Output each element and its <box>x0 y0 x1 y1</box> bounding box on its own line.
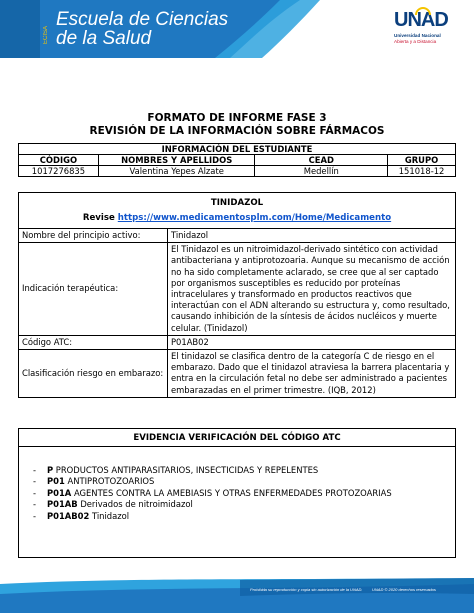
footer-banner <box>0 578 474 613</box>
bullet-dash: - <box>33 510 37 521</box>
student-info-table <box>18 143 456 177</box>
atc-code: P01AB02 <box>47 510 90 521</box>
value-codigo: 1017276835 <box>19 166 99 177</box>
bullet-dash: - <box>33 499 37 510</box>
value-nombres: Valentina Yepes Alzate <box>98 166 255 177</box>
unad-logo-subtitle1: Universidad Nacional <box>394 33 441 38</box>
list-item <box>33 511 392 522</box>
unad-logo-subtitle2: Abierta y a Distancia <box>394 39 437 44</box>
list-item <box>33 465 392 476</box>
drug-header-box <box>18 192 456 228</box>
atc-code-list <box>33 465 392 522</box>
revise-label: Revise <box>82 213 115 223</box>
atc-description: PRODUCTOS ANTIPARASITARIOS, INSECTICIDAS Y REPELENTES <box>53 465 319 475</box>
atc-code: P01A <box>47 487 72 498</box>
atc-description: ANTIPROTOZOARIOS <box>64 476 155 487</box>
medicamentos-link[interactable]: https://www.medicamentosplm.com/Home/Medicamento <box>117 213 392 223</box>
row-value-atc: P01AB02 <box>168 335 456 349</box>
footer-copyright-note: Prohibida su reproducción y copia sin autorización de la UNAD. <box>250 587 363 592</box>
atc-code: P01AB <box>47 499 78 510</box>
bullet-dash: - <box>33 476 37 487</box>
bullet-dash: - <box>33 465 37 475</box>
logo-arc-icon <box>415 6 431 16</box>
list-item <box>33 488 392 499</box>
footer-background <box>0 578 474 613</box>
unad-logo-text: UNAD <box>394 9 448 31</box>
atc-description: Derivados de nitroimidazol <box>77 499 193 510</box>
header-cead: CEAD <box>255 155 388 166</box>
revise-line <box>19 213 455 223</box>
table-row <box>19 243 456 336</box>
row-label-indicacion: Indicación terapéutica: <box>19 243 168 336</box>
drug-info-table <box>18 228 456 398</box>
header-banner <box>0 0 474 58</box>
row-label-riesgo: Clasificación riesgo en embarazo: <box>19 350 168 398</box>
unad-logo <box>394 9 454 53</box>
table-row <box>19 350 456 398</box>
value-cead: Medellín <box>255 166 388 177</box>
drug-name: TINIDAZOL <box>210 198 264 208</box>
ecisa-label: ECISA <box>43 25 49 44</box>
list-item <box>33 476 392 487</box>
evidence-title: EVIDENCIA VERIFICACIÓN DEL CÓDIGO ATC <box>19 429 455 447</box>
atc-code: P <box>47 465 54 475</box>
report-subtitle: REVISIÓN DE LA INFORMACIÓN SOBRE FÁRMACOS <box>89 125 385 137</box>
row-label-atc: Código ATC: <box>19 335 168 349</box>
header-nombres: NOMBRES Y APELLIDOS <box>98 155 255 166</box>
school-name-line2: de la Salud <box>56 28 152 49</box>
row-value-principio: Tinidazol <box>168 229 456 243</box>
student-section-title: INFORMACIÓN DEL ESTUDIANTE <box>19 144 456 155</box>
evidence-box <box>18 428 456 558</box>
header-grupo: GRUPO <box>388 155 456 166</box>
school-name-line1: Escuela de Ciencias <box>56 9 229 30</box>
row-value-riesgo: El tinidazol se clasifica dentro de la categoría C de riesgo en el embarazo. Dado que el tinidazol atraviesa la barrera placentaria y entra en la circulación fetal no debe ser administrado a pacientes embarazadas en el primer trimestre. (IQB, 2012) <box>168 350 456 398</box>
atc-description: Tinidazol <box>89 510 130 521</box>
table-row <box>19 229 456 243</box>
bullet-dash: - <box>33 487 37 498</box>
row-label-principio: Nombre del principio activo: <box>19 229 168 243</box>
atc-description: AGENTES CONTRA LA AMEBIASIS Y OTRAS ENFERMEDADES PROTOZOARIAS <box>71 487 392 498</box>
list-item <box>33 499 392 510</box>
value-grupo: 151018-12 <box>388 166 456 177</box>
atc-code: P01 <box>47 476 65 487</box>
report-title: FORMATO DE INFORME FASE 3 <box>147 112 327 124</box>
row-value-indicacion: El Tinidazol es un nitroimidazol-derivado sintético con actividad antibacteriana y antiprotozoaria. Aunque su mecanismo de acción no ha sido completamente aclarado, se cree que al ser captado por organismos susceptibles es reducido por proteínas intracelulares y transformado en productos reactivos que interactúan con el ADN alterando su estructura y, como resultado, causando inhibición de la síntesis de ácidos nucléicos y muerte celular. (Tinidazol) <box>168 243 456 336</box>
footer-rights: UNAD © 2020 derechos reservados <box>372 587 436 592</box>
table-row <box>19 335 456 349</box>
header-codigo: CÓDIGO <box>19 155 99 166</box>
